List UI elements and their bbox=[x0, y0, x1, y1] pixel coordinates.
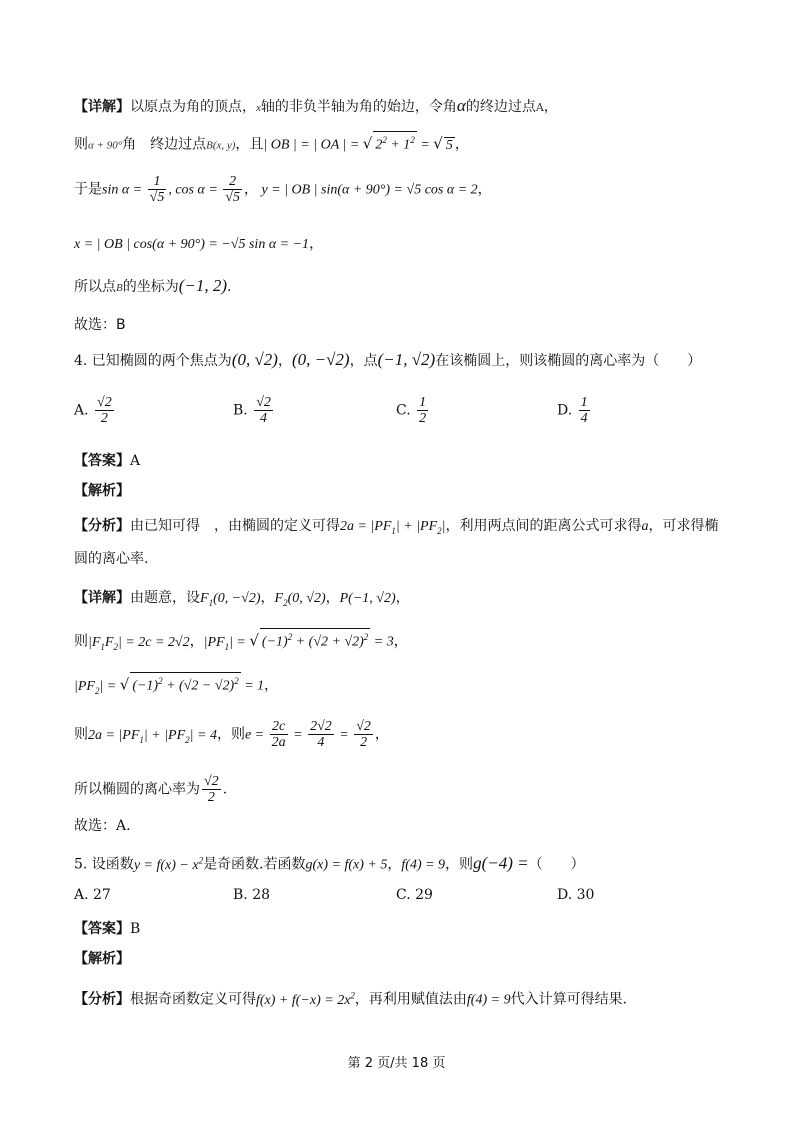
q4-answer: 【答案】A bbox=[74, 453, 141, 469]
q5-stem: 5. 设函数$y = f(x) - x^2$是奇函数.若函数g(x) = f(x) + 5，f(4) = 9，则g(−4) =（ ） bbox=[74, 853, 585, 873]
q5-option-a: A. 27 bbox=[74, 887, 111, 903]
q4-stem: 4. 已知椭圆的两个焦点为(0, √2)，(0, −√2)，点(−1, √2)在该椭圆上，则该椭圆的离心率为（ ） bbox=[74, 350, 702, 369]
q4-conclusion: 所以椭圆的离心率为 $\frac{√2}{2}$ . bbox=[74, 774, 228, 805]
q3-choice: 故选：B bbox=[74, 317, 126, 333]
q5-option-c: C. 29 bbox=[396, 887, 433, 903]
q5-answer: 【答案】B bbox=[74, 921, 141, 937]
q4-option-d: D. $\frac{1}{4}$ bbox=[557, 395, 588, 426]
q3-detail-line2: 则α + 90°角 终边过点B(x, y)，且| OB | = | OA | = √ $2^2 + 1^2$ = √ 5 ， bbox=[74, 131, 469, 157]
q4-option-b: B. $\frac{√2}{4}$ bbox=[233, 395, 271, 426]
q4-detail-line1: 【详解】由题意，设$F_1(0$, −√2)，$F_2(0$, √2)，P(−1, √2)， bbox=[74, 590, 410, 608]
q4-option-c: C. $\frac{1}{2}$ bbox=[396, 395, 427, 426]
q5-analysis-tag: 【解析】 bbox=[74, 951, 130, 967]
page-footer: 第 2 页/共 18 页 bbox=[347, 1056, 446, 1071]
q3-detail-line1: 【详解】以原点为角的顶点，x轴的非负半轴为角的始边，令角α的终边过点A， bbox=[74, 96, 558, 115]
q3-detail-line5: 所以点B的坐标为(−1, 2). bbox=[74, 276, 232, 295]
q4-analysis-tag: 【解析】 bbox=[74, 483, 130, 499]
q5-option-d: D. 30 bbox=[557, 887, 595, 903]
q4-detail-line2: 则$|F_1F_2| = 2c = 2√2$，$|PF_1|$ = √ $(-1)^2 + (√2 + √2)^2 = 3$， bbox=[74, 628, 408, 657]
q3-detail-line4: x = | OB | cos(α + 90°) = −√5 sin α = −1， bbox=[74, 236, 324, 252]
q4-detail-line3: $|PF_2|$ = √ $(-1)^2 + (√2 - √2)^2 = 1$， bbox=[74, 672, 278, 701]
q5-option-b: B. 28 bbox=[233, 887, 271, 903]
detail-tag: 【详解】 bbox=[74, 99, 130, 115]
q4-fenxi-line2: 圆的离心率. bbox=[74, 551, 149, 567]
q4-option-a: A. $\frac{√2}{2}$ bbox=[74, 395, 112, 426]
q3-detail-line3: 于是sin α = $\frac{1}{√5}$ , cos α = $\frac{2}{√5}$ ， y = | OB | sin(α + 90°) = √5 cos α = 2， bbox=[74, 174, 492, 205]
q4-detail-line4: 则$2a = |PF_1| + |PF_2| = 4$，则e = $\frac{2c}{2a}$ = $\frac{2√2}{4}$ = $\frac{√2}{2}$ ， bbox=[74, 719, 389, 750]
q4-choice: 故选：A. bbox=[74, 818, 131, 834]
q5-fenxi: 【分析】根据奇函数定义可得$f(x) + f(-x) = 2x^2$，再利用赋值法由f(4) = 9代入计算可得结果. bbox=[74, 990, 628, 1008]
q4-fenxi-line1: 【分析】由已知可得 ，由椭圆的定义可得$2a = |PF_1| + |PF_2|$，利用两点间的距离公式可求得a，可求得椭 bbox=[74, 518, 719, 536]
